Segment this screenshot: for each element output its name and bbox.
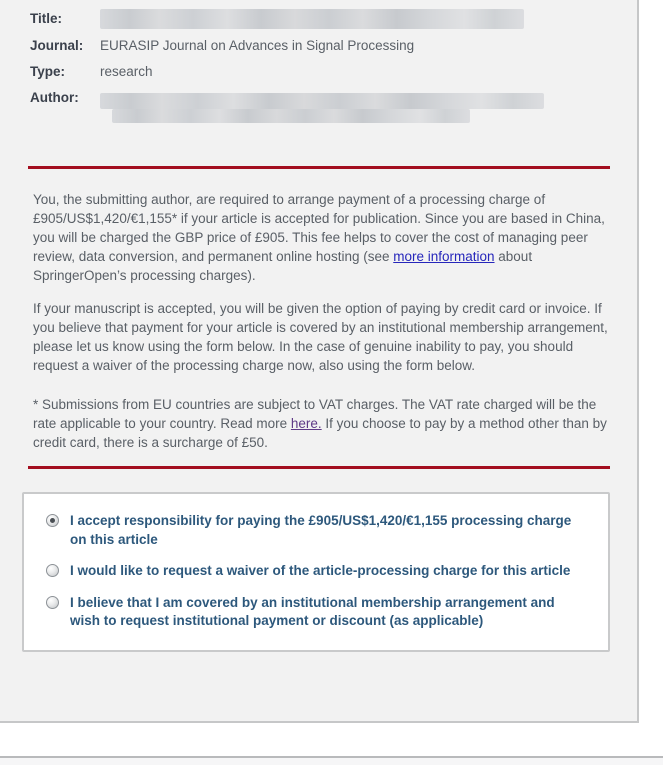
author-label: Author: — [30, 90, 79, 105]
radio-button-3[interactable] — [46, 596, 59, 609]
redacted-author-value-line2 — [112, 109, 470, 123]
radio-option-1[interactable] — [46, 512, 584, 549]
charge-info-paragraphs — [0, 190, 637, 452]
title-label: Title: — [30, 11, 63, 26]
paragraph-1: You, the submitting author, are required to arrange payment of a processing charge of £905/US$1,420/€1,155* if your article is accepted for publication. Since you are based in China, you will be charged the GBP price of £905. This fee helps to cover the cost of managing peer review, data conversion, and permanent online hosting (see more information about SpringerOpen’s processing charges). — [33, 192, 605, 283]
type-value: research — [100, 64, 153, 79]
radio-option-label-2: I would like to request a waiver of the article-processing charge for this article — [70, 563, 571, 578]
radio-button-1-selected[interactable] — [46, 514, 59, 527]
meta-row-type — [30, 63, 637, 81]
radio-button-2[interactable] — [46, 564, 59, 577]
meta-row-journal — [30, 37, 637, 55]
redacted-author-value-line1 — [100, 93, 544, 109]
divider-rule-bottom — [28, 466, 610, 469]
footer-divider — [0, 756, 663, 765]
journal-value: EURASIP Journal on Advances in Signal Processing — [100, 38, 415, 53]
page-background-gap — [0, 723, 663, 756]
radio-option-label-3: I believe that I am covered by an institutional membership arrangement and wish to request institutional payment or discount (as applicable) — [70, 594, 555, 628]
type-label: Type: — [30, 64, 66, 79]
journal-label: Journal: — [30, 38, 84, 53]
more-information-link[interactable]: more information — [393, 249, 495, 264]
radio-option-3[interactable] — [46, 594, 584, 631]
paragraph-2: If your manuscript is accepted, you will be given the option of paying by credit card or invoice. If you believe that payment for your article is covered by an institutional membership arrangement, please let us know using the form below. In the case of genuine inability to pay, you should request a waiver of the processing charge now, also using the form below. — [33, 301, 608, 373]
manuscript-meta — [0, 10, 637, 123]
divider-rule-top — [28, 166, 610, 169]
meta-row-title — [30, 10, 637, 29]
radio-option-2[interactable] — [46, 562, 584, 581]
redacted-author-block — [100, 89, 544, 123]
meta-row-author — [30, 89, 637, 123]
radio-option-label-1: I accept responsibility for paying the £905/US$1,420/€1,155 processing charge on this article — [70, 513, 572, 547]
here-link[interactable]: here. — [290, 416, 322, 431]
paragraph-3: * Submissions from EU countries are subject to VAT charges. The VAT rate charged will be the rate applicable to your country. Read more here. If you choose to pay by a method other than by credit card, there is a surcharge of £50. — [33, 397, 607, 450]
payment-options-box — [22, 492, 610, 652]
redacted-title-value — [100, 9, 524, 29]
